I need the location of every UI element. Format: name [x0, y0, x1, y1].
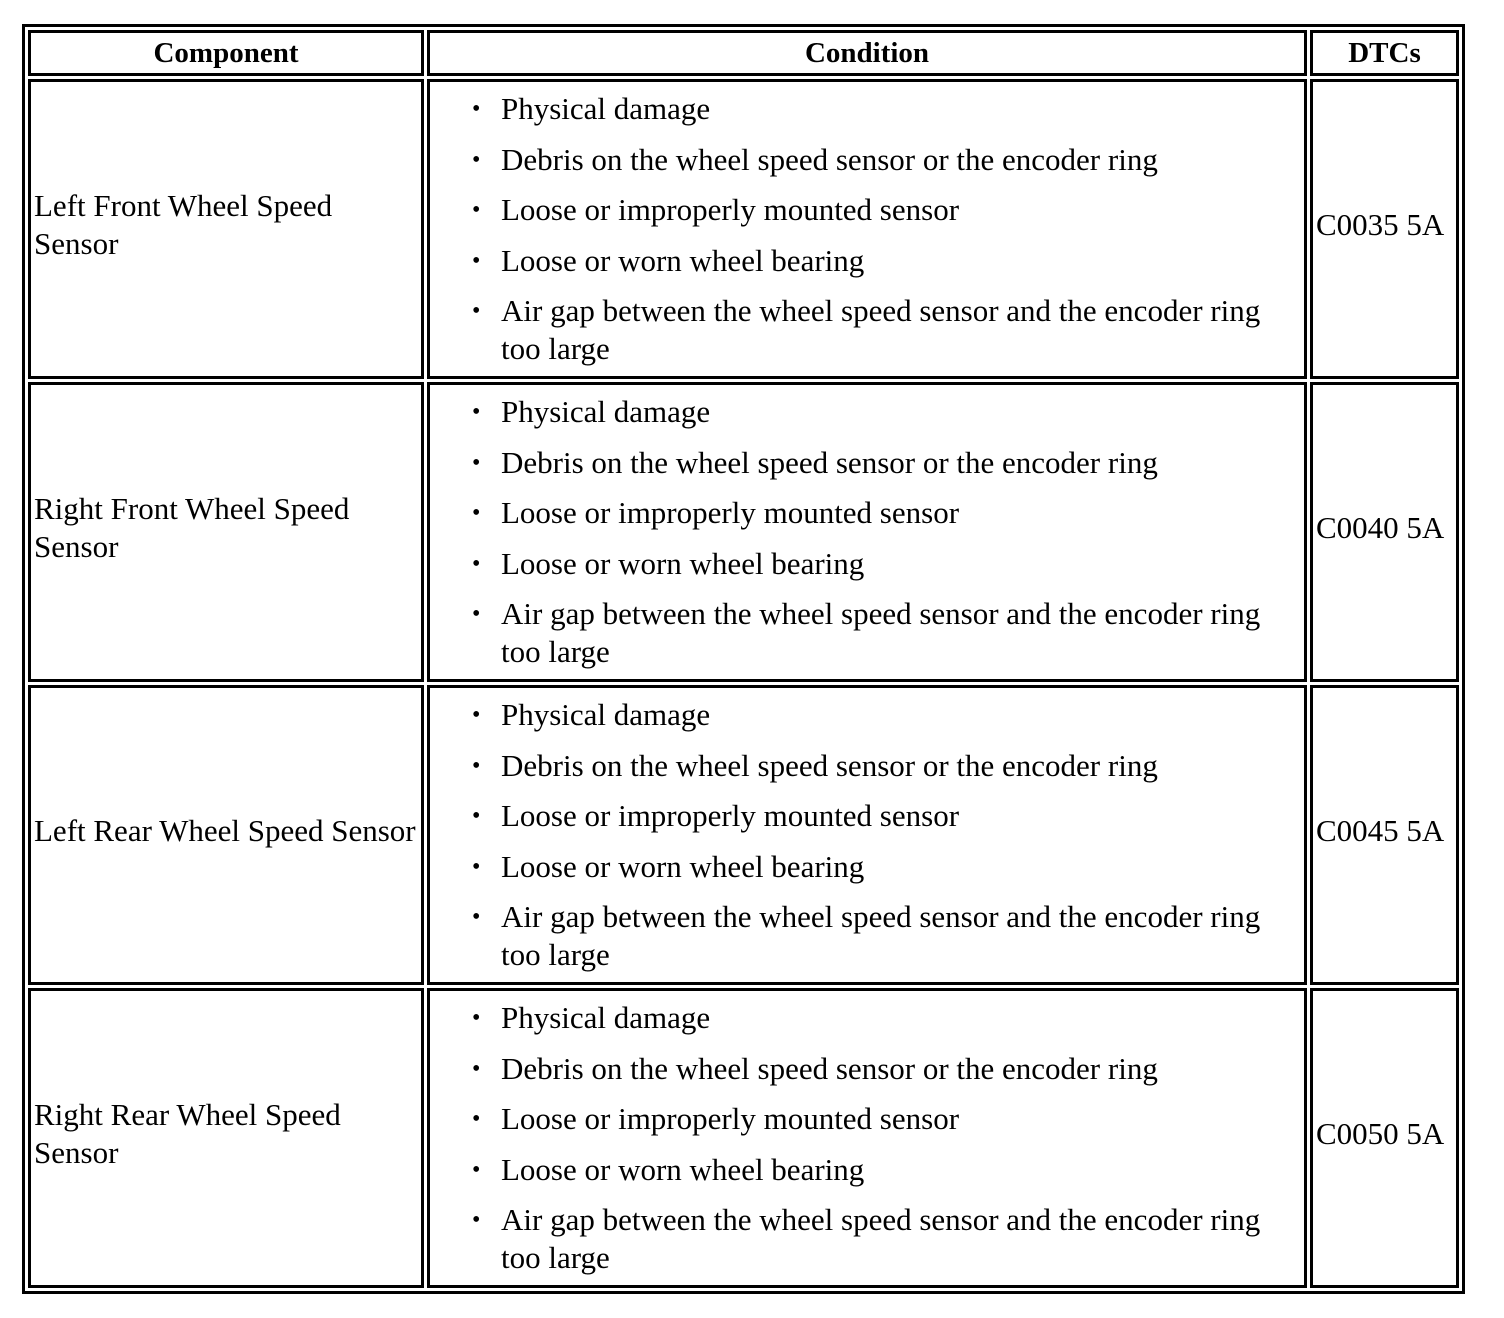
condition-item: • Loose or improperly mounted sensor — [501, 797, 1304, 835]
condition-item: • Loose or worn wheel bearing — [501, 1151, 1304, 1189]
component-cell: Right Rear Wheel Speed Sensor — [28, 988, 424, 1288]
condition-item: • Physical damage — [501, 393, 1304, 431]
dtc-cell: C0045 5A — [1310, 685, 1459, 985]
condition-item: • Air gap between the wheel speed sensor and the encoder ring too large — [501, 1201, 1304, 1277]
condition-item: • Physical damage — [501, 696, 1304, 734]
component-cell: Left Front Wheel Speed Sensor — [28, 79, 424, 379]
condition-item: • Loose or improperly mounted sensor — [501, 494, 1304, 532]
condition-item: • Loose or worn wheel bearing — [501, 848, 1304, 886]
condition-cell — [427, 382, 1307, 682]
condition-list — [430, 90, 1304, 368]
table-row — [28, 988, 1459, 1288]
dtc-cell: C0035 5A — [1310, 79, 1459, 379]
condition-item: • Air gap between the wheel speed sensor and the encoder ring too large — [501, 292, 1304, 368]
diagnostic-table-frame — [22, 24, 1465, 1294]
condition-cell — [427, 685, 1307, 985]
table-row — [28, 79, 1459, 379]
condition-cell — [427, 988, 1307, 1288]
table-row — [28, 382, 1459, 682]
condition-item: • Loose or improperly mounted sensor — [501, 191, 1304, 229]
condition-item: • Debris on the wheel speed sensor or the encoder ring — [501, 141, 1304, 179]
condition-item: • Air gap between the wheel speed sensor and the encoder ring too large — [501, 898, 1304, 974]
condition-item: • Loose or improperly mounted sensor — [501, 1100, 1304, 1138]
condition-item: • Debris on the wheel speed sensor or the encoder ring — [501, 1050, 1304, 1088]
condition-item: • Physical damage — [501, 90, 1304, 128]
diagnostic-table — [25, 27, 1462, 1291]
component-cell: Right Front Wheel Speed Sensor — [28, 382, 424, 682]
table-row — [28, 685, 1459, 985]
condition-item: • Physical damage — [501, 999, 1304, 1037]
condition-list — [430, 999, 1304, 1277]
condition-item: • Air gap between the wheel speed sensor and the encoder ring too large — [501, 595, 1304, 671]
header-dtcs: DTCs — [1310, 30, 1459, 76]
condition-cell — [427, 79, 1307, 379]
condition-item: • Debris on the wheel speed sensor or the encoder ring — [501, 747, 1304, 785]
condition-item: • Loose or worn wheel bearing — [501, 545, 1304, 583]
header-condition: Condition — [427, 30, 1307, 76]
dtc-cell: C0050 5A — [1310, 988, 1459, 1288]
condition-item: • Debris on the wheel speed sensor or the encoder ring — [501, 444, 1304, 482]
component-cell: Left Rear Wheel Speed Sensor — [28, 685, 424, 985]
condition-list — [430, 696, 1304, 974]
condition-list — [430, 393, 1304, 671]
header-component: Component — [28, 30, 424, 76]
condition-item: • Loose or worn wheel bearing — [501, 242, 1304, 280]
dtc-cell: C0040 5A — [1310, 382, 1459, 682]
header-row — [28, 30, 1459, 76]
